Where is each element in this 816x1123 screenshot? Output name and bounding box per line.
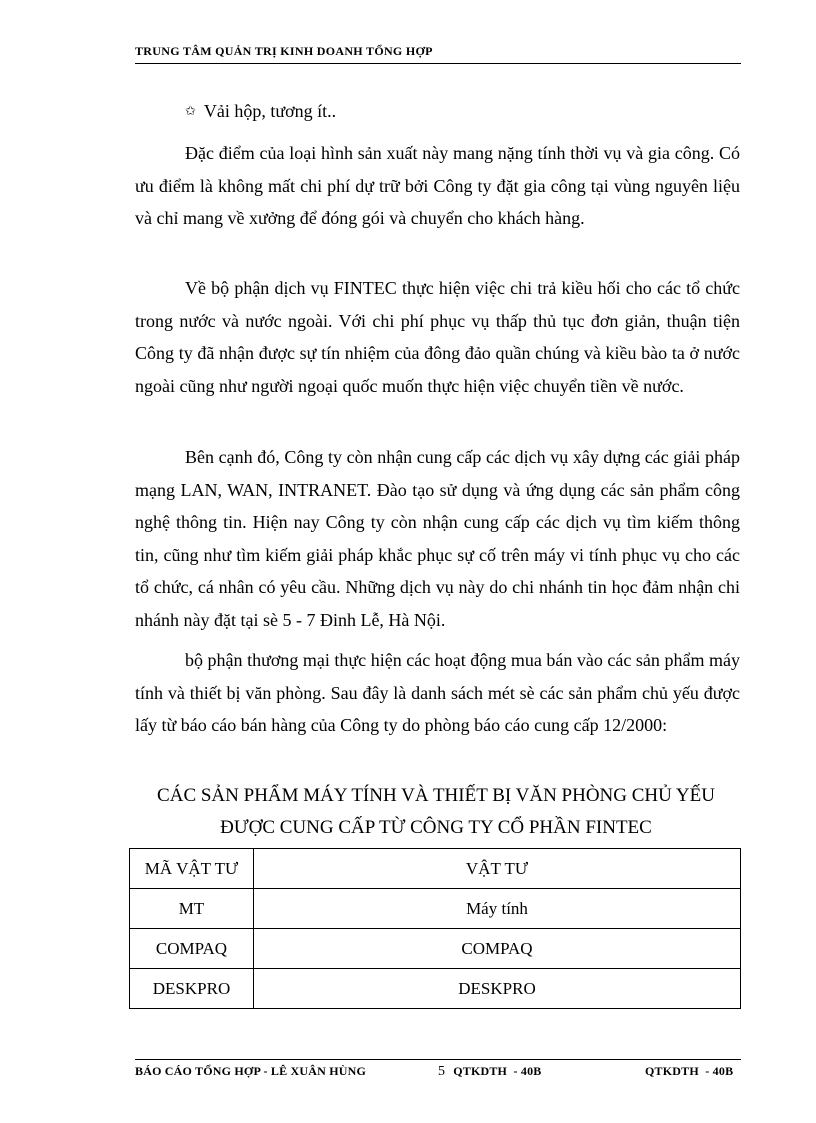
footer-author: BÁO CÁO TỔNG HỢP - LÊ XUÂN HÙNG: [135, 1064, 366, 1078]
table-title-line-1: CÁC SẢN PHẨM MÁY TÍNH VÀ THIẾT BỊ VĂN PHÒNG CHỦ YẾU: [157, 785, 715, 806]
bullet-item: [185, 101, 336, 122]
column-header-item: VẬT TƯ: [254, 849, 741, 889]
table-row: [130, 889, 741, 929]
paragraph-4: bộ phận thương mại thực hiện các hoạt động mua bán vào các sản phẩm máy tính và thiết bị văn phòng. Sau đây là danh sách mét sè các sản phẩm chủ yếu được lấy từ báo cáo bán hàng của Công ty do phòng báo cáo cung cấp 12/2000:: [135, 650, 740, 735]
page-header: TRUNG TÂM QUẢN TRỊ KINH DOANH TỔNG HỢP: [135, 44, 433, 58]
footer-class-code: QTKDTH - 40B: [453, 1064, 542, 1078]
table-row: [130, 969, 741, 1009]
products-table: [129, 848, 741, 1009]
star-icon: ✩: [185, 104, 196, 119]
column-header-code: MÃ VẬT TƯ: [130, 849, 254, 889]
bullet-text: Vải hộp, tương ít..: [203, 101, 337, 121]
footer-center: [438, 1064, 541, 1080]
paragraph-1: Đặc điểm của loại hình sản xuất này mang nặng tính thời vụ và gia công. Có ưu điểm là không mất chi phí dự trữ bởi Công ty đặt gia công tại vùng nguyên liệu và chỉ mang về xưởng để đóng gói và chuyển cho khách hàng.: [135, 143, 740, 228]
page-number: 5: [438, 1064, 446, 1079]
paragraph-2: Về bộ phận dịch vụ FINTEC thực hiện việc chi trả kiều hối cho các tổ chức trong nước và nước ngoài. Với chi phí phục vụ thấp thủ tục đơn giản, thuận tiện Công ty đã nhận được sự tín nhiệm của đông đảo quần chúng và kiều bào ta ở nước ngoài cũng như người ngoại quốc muốn thực hiện việc chuyển tiền về nước.: [135, 278, 740, 396]
table-cell-code: COMPAQ: [130, 929, 254, 969]
paragraph-3: Bên cạnh đó, Công ty còn nhận cung cấp các dịch vụ xây dựng các giải pháp mạng LAN, WAN, INTRANET. Đào tạo sử dụng và ứng dụng các sản phẩm công nghệ thông tin. Hiện nay Công ty còn nhận cung cấp các dịch vụ tìm kiếm thông tin, cũng như tìm kiếm giải pháp khắc phục sự cố trên máy vi tính phục vụ cho các tổ chức, cá nhân có yêu cầu. Những dịch vụ này do chi nhánh tin học đảm nhận chi nhánh này đặt tại sè 5 - 7 Đinh Lễ, Hà Nội.: [135, 447, 740, 630]
table-cell-item: DESKPRO: [254, 969, 741, 1009]
footer-right-code: QTKDTH - 40B: [645, 1064, 734, 1078]
table-cell-item: COMPAQ: [254, 929, 741, 969]
table-header-row: [130, 849, 741, 889]
table-cell-item: Máy tính: [254, 889, 741, 929]
table-title-line-2: ĐƯỢC CUNG CẤP TỪ CÔNG TY CỔ PHẦN FINTEC: [220, 817, 652, 838]
table-row: [130, 929, 741, 969]
table-cell-code: DESKPRO: [130, 969, 254, 1009]
table-cell-code: MT: [130, 889, 254, 929]
footer-divider: [135, 1059, 741, 1060]
header-divider: [135, 63, 741, 64]
